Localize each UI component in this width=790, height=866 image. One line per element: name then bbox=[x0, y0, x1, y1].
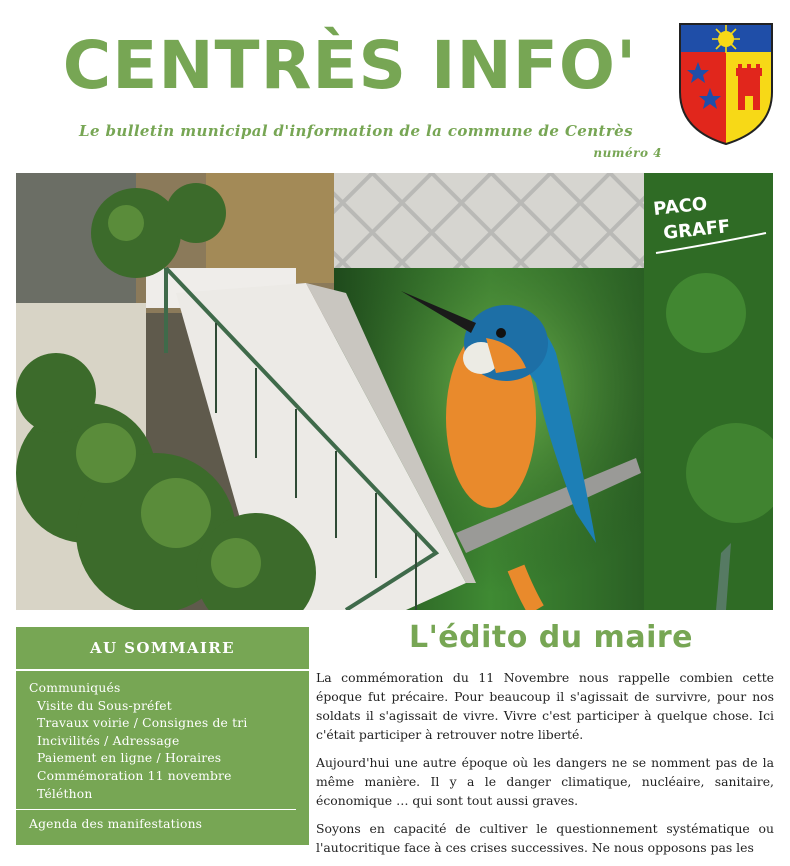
toc-heading: AU SOMMAIRE bbox=[16, 627, 309, 671]
toc-divider bbox=[16, 809, 296, 810]
issue-number: numéro 4 bbox=[593, 146, 662, 160]
svg-text:PACO: PACO bbox=[652, 193, 709, 220]
toc-item: Téléthon bbox=[37, 786, 93, 801]
edito-paragraph: La commémoration du 11 Novembre nous rappelle combien cette époque fut précaire. Pour beaucoup il s'agissait de survivre, pour nos soldats il s'agissait de vivre. Vivre c'est participer à quelque chose. Ici c'était participer à retrouver notre liberté. bbox=[316, 670, 774, 742]
toc-item: Paiement en ligne / Horaires bbox=[37, 751, 222, 766]
edito-title: L'édito du maire bbox=[408, 620, 693, 655]
toc-item: Incivilités / Adressage bbox=[37, 733, 180, 748]
edito-paragraph: Soyons en capacité de cultiver le questionnement systématique ou l'autocritique face à ces crises successives. Ne nous opposons pas les bbox=[316, 821, 774, 855]
edito-paragraph: Aujourd'hui une autre époque où les dangers ne se nomment pas de la même manière. Il y a le danger climatique, nucléaire, sanitaire, économique … qui sont tout aussi graves. bbox=[316, 755, 774, 808]
cover-photo bbox=[16, 173, 773, 610]
svg-text:GRAFF: GRAFF bbox=[662, 216, 732, 244]
table-of-contents bbox=[16, 627, 309, 845]
toc-item: Visite du Sous-préfet bbox=[37, 698, 172, 713]
toc-category-communiques: Communiqués bbox=[29, 681, 121, 695]
toc-item: Travaux voirie / Consignes de tri bbox=[37, 716, 248, 731]
bulletin-title: CENTRÈS INFO' bbox=[62, 27, 638, 104]
toc-item: Commémoration 11 novembre bbox=[37, 768, 232, 783]
edito-body bbox=[316, 668, 774, 866]
bulletin-subtitle: Le bulletin municipal d'information de la commune de Centrès bbox=[79, 122, 633, 140]
toc-category-agenda: Agenda des manifestations bbox=[29, 817, 203, 832]
